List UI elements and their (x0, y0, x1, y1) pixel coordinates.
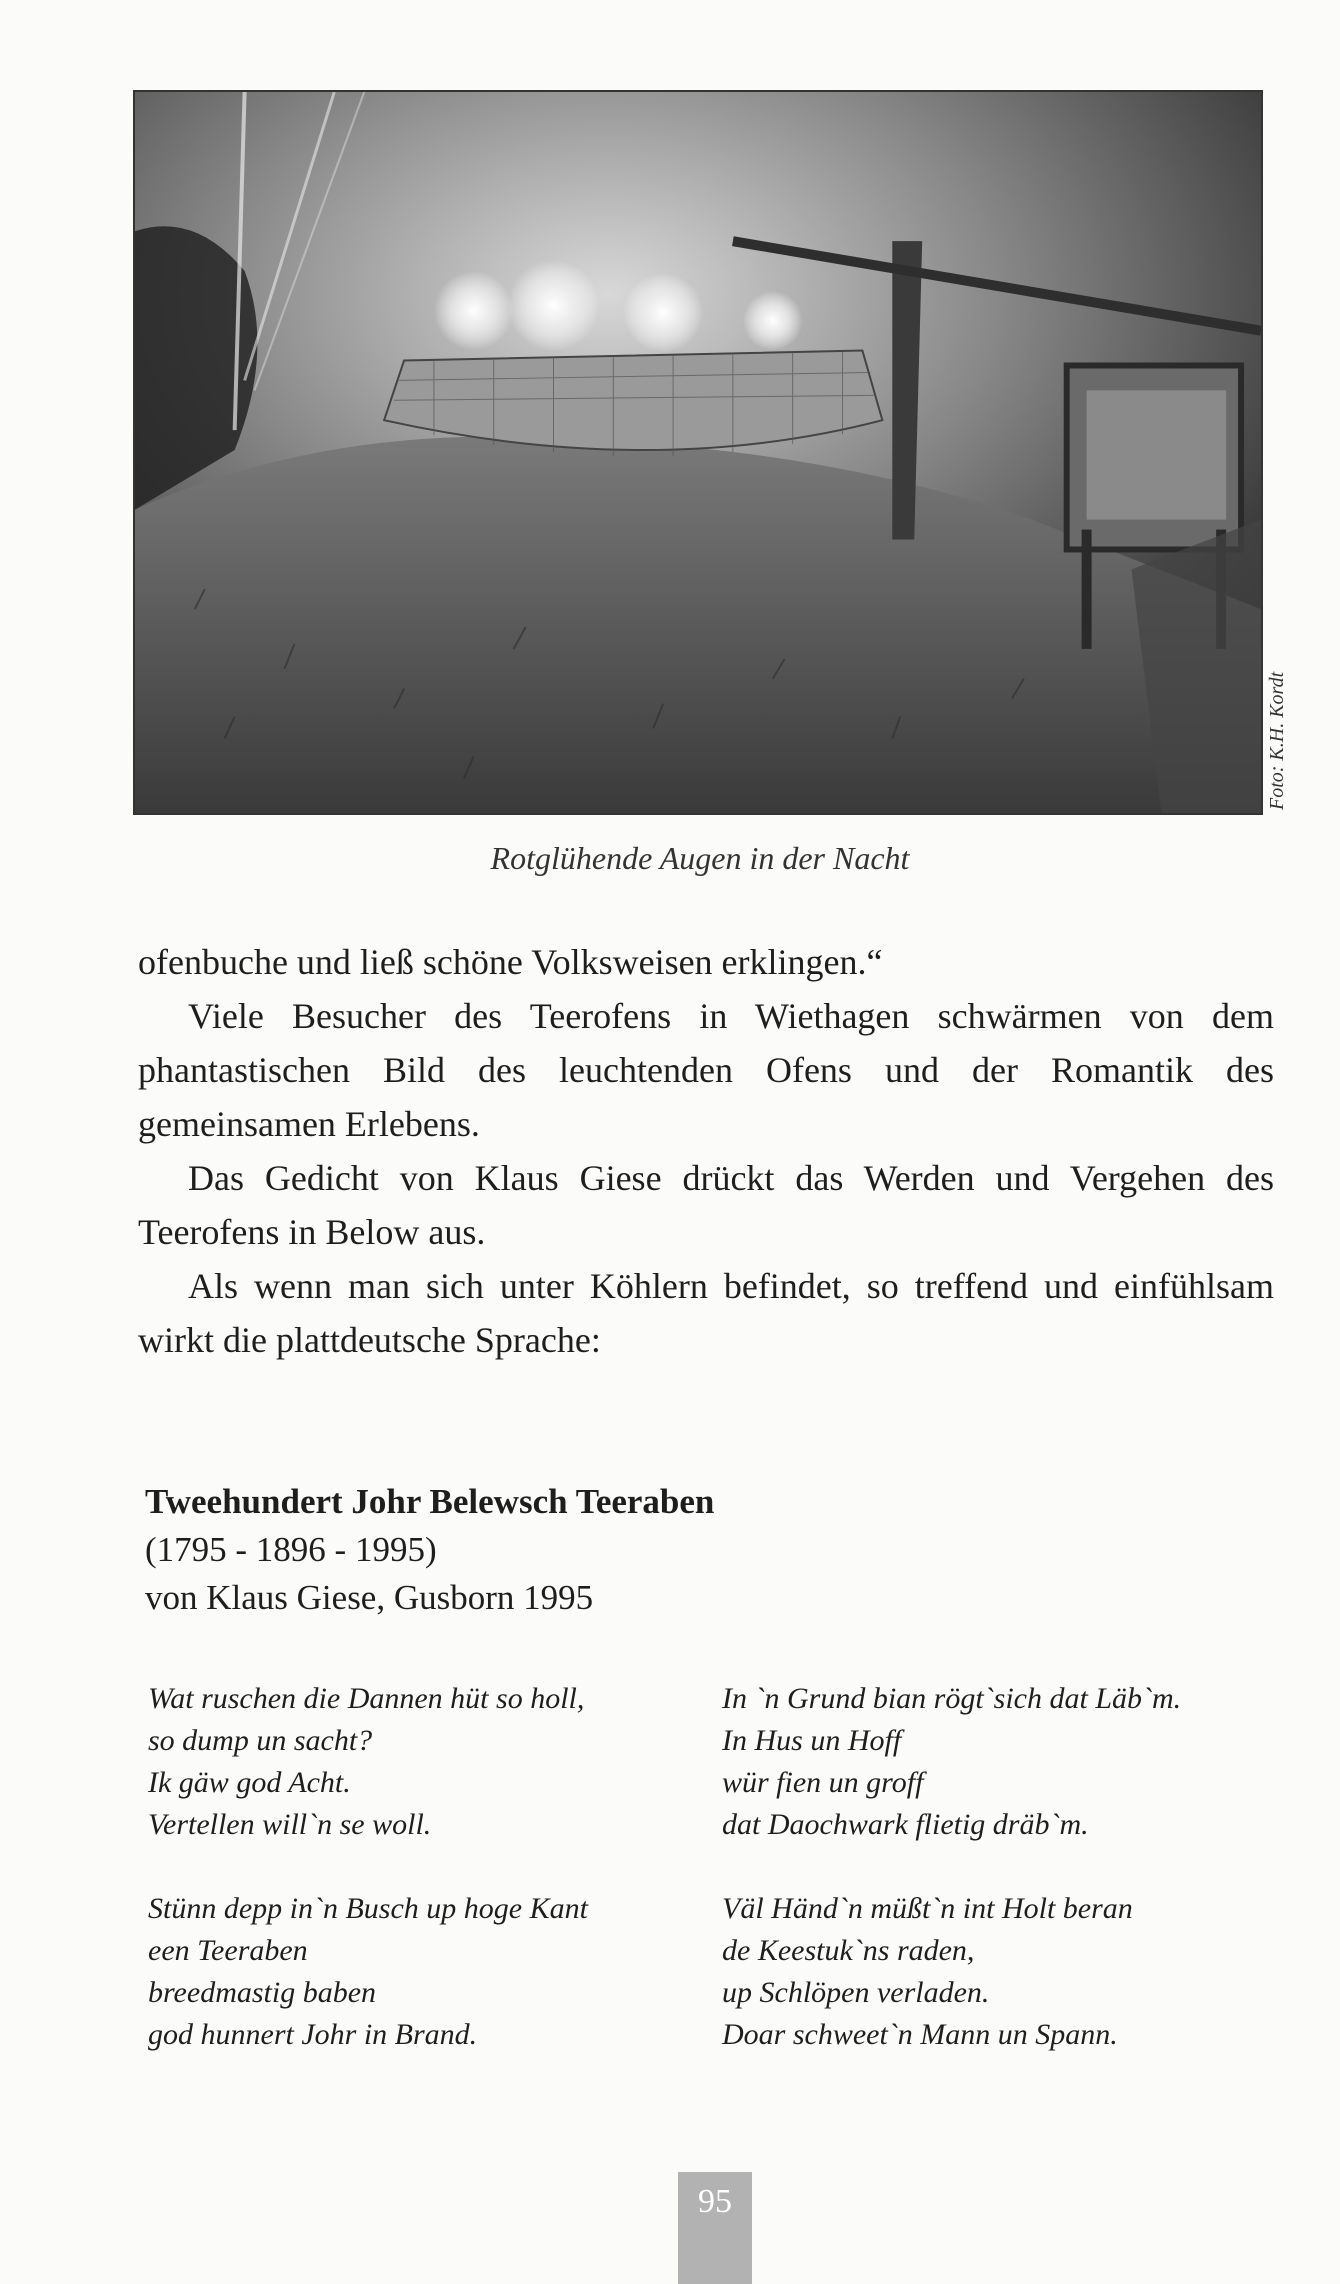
poem-line: Väl Händ`n müßt`n int Holt beran (722, 1892, 1133, 1925)
kiln-night-photo (133, 90, 1263, 815)
paragraph-2: Viele Besucher des Teerofens in Wiethagen schwärmen von dem phantastischen Bild des leuchtenden Ofens und der Romantik des gemeinsamen Erlebens. (138, 996, 1274, 1144)
stanza (148, 1678, 588, 1846)
poem-author: von Klaus Giese, Gusborn 1995 (145, 1578, 594, 1617)
poem-line: Ik gäw god Acht. (148, 1766, 351, 1799)
poem-column-right (722, 1678, 1181, 2098)
poem-line: de Keestuk`ns raden, (722, 1934, 975, 1967)
kiln-photo-image (135, 92, 1261, 813)
poem-line: up Schlöpen verladen. (722, 1976, 990, 2009)
poem-line: Vertellen will`n se woll. (148, 1808, 432, 1841)
body-text (138, 935, 1274, 1367)
poem-line: dat Daochwark flietig dräb`m. (722, 1808, 1089, 1841)
stanza (722, 1678, 1181, 1846)
photo-credit: Foto: K.H. Kordt (1266, 671, 1288, 810)
poem-line: een Teeraben (148, 1934, 308, 1967)
page-number: 95 (698, 2183, 732, 2220)
poem-line: Stünn depp in`n Busch up hoge Kant (148, 1892, 588, 1925)
poem-line: breedmastig baben (148, 1976, 377, 2009)
paragraph-3: Das Gedicht von Klaus Giese drückt das Werden und Vergehen des Teerofens in Below aus. (138, 1158, 1274, 1252)
poem-line: In Hus un Hoff (722, 1724, 902, 1757)
poem-line: In `n Grund bian rögt`sich dat Läb`m. (722, 1682, 1182, 1715)
poem-column-left (148, 1678, 588, 2098)
poem-line: Wat ruschen die Dannen hüt so holl, (148, 1682, 585, 1715)
poem-title: Tweehundert Johr Belewsch Teeraben (145, 1482, 715, 1521)
poem-line: wür fien un groff (722, 1766, 924, 1799)
poem-line: Doar schweet`n Mann un Spann. (722, 2018, 1118, 2051)
poem-line: so dump un sacht? (148, 1724, 373, 1757)
stanza (148, 1888, 588, 2056)
poem-line: god hunnert Johr in Brand. (148, 2018, 478, 2051)
paragraph-4: Als wenn man sich unter Köhlern befindet, so treffend und einfühlsam wirkt die plattdeutsche Sprache: (138, 1266, 1274, 1360)
stanza (722, 1888, 1181, 2056)
poem-years: (1795 - 1896 - 1995) (145, 1530, 437, 1569)
photo-caption: Rotglühende Augen in der Nacht (490, 840, 910, 876)
paragraph-1: ofenbuche und ließ schöne Volksweisen erklingen.“ (138, 942, 883, 982)
poem-header (145, 1478, 714, 1622)
